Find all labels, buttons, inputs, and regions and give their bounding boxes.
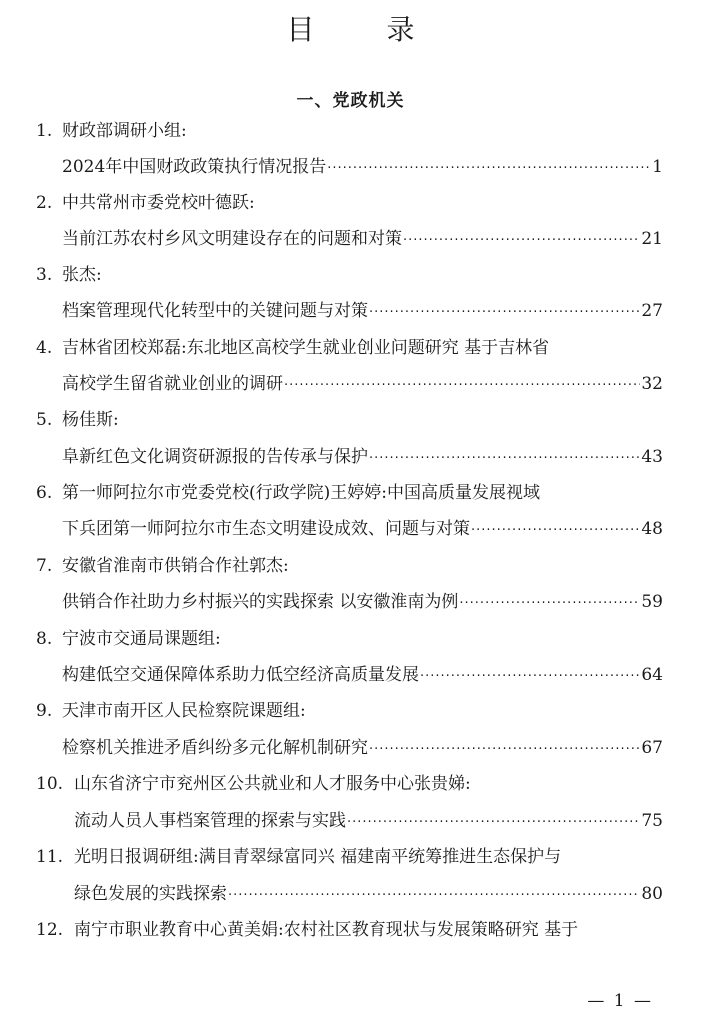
entry-number: 6. [36, 483, 53, 503]
toc-entry-title[interactable] [62, 587, 663, 617]
toc-entry-title[interactable] [62, 660, 663, 690]
entry-page-number: 59 [641, 592, 663, 612]
toc-entry-author [36, 624, 663, 654]
toc-entry-author [36, 915, 663, 945]
entry-number: 8. [36, 629, 53, 649]
dot-leader [420, 662, 640, 692]
dot-leader [459, 589, 640, 619]
entry-author: 山东省济宁市兖州区公共就业和人才服务中心张贵娣: [74, 774, 471, 794]
entry-author: 宁波市交通局课题组: [62, 629, 221, 649]
entry-title: 检察机关推进矛盾纠纷多元化解机制研究 [62, 738, 368, 758]
toc-entry-author [36, 551, 663, 581]
entry-number: 5. [36, 410, 53, 430]
entry-number: 4. [36, 338, 53, 358]
entry-number: 11. [36, 847, 64, 867]
entry-title: 供销合作社助力乡村振兴的实践探索 以安徽淮南为例 [62, 592, 459, 612]
entry-author: 张杰: [62, 265, 102, 285]
entry-title: 阜新红色文化调资研源报的告传承与保护 [62, 447, 368, 467]
page-title: 目 录 [286, 13, 437, 46]
entry-page-number: 1 [652, 157, 663, 177]
entry-number: 3. [36, 265, 53, 285]
toc-entry-title[interactable] [62, 296, 663, 326]
toc-entry-author [36, 116, 663, 146]
dot-leader [347, 808, 640, 838]
entry-number: 1. [36, 121, 53, 141]
entry-title: 2024年中国财政政策执行情况报告 [62, 157, 327, 177]
entry-author: 第一师阿拉尔市党委党校(行政学院)王婷婷:中国高质量发展视域 [62, 483, 540, 503]
toc-entry-author [36, 696, 663, 726]
entry-page-number: 75 [641, 811, 663, 831]
toc-entry-title[interactable] [62, 152, 663, 182]
entry-title: 当前江苏农村乡风文明建设存在的问题和对策 [62, 229, 402, 249]
entry-author: 吉林省团校郑磊:东北地区高校学生就业创业问题研究 基于吉林省 [62, 338, 550, 358]
entry-author: 杨佳斯: [62, 410, 119, 430]
entry-page-number: 27 [641, 301, 663, 321]
toc-entry-title[interactable] [62, 733, 663, 763]
toc-entry-title[interactable] [62, 369, 663, 399]
entry-number: 2. [36, 193, 53, 213]
toc-entry-title[interactable] [62, 442, 663, 472]
entry-number: 10. [36, 774, 64, 794]
entry-page-number: 64 [641, 665, 663, 685]
toc-entry-author [36, 405, 663, 435]
entry-number: 7. [36, 556, 53, 576]
entry-page-number: 48 [641, 519, 663, 539]
dot-leader [471, 516, 640, 546]
dot-leader [369, 298, 640, 328]
toc-entry-title[interactable] [62, 514, 663, 544]
page-footer-number: — 1 — [587, 991, 653, 1011]
dot-leader [403, 226, 640, 256]
entry-title: 绿色发展的实践探索 [74, 884, 227, 904]
entry-author: 安徽省淮南市供销合作社郭杰: [62, 556, 289, 576]
toc-entry-title[interactable] [74, 879, 663, 909]
entry-number: 9. [36, 701, 53, 721]
entry-title: 下兵团第一师阿拉尔市生态文明建设成效、问题与对策 [62, 519, 470, 539]
entry-page-number: 43 [641, 447, 663, 467]
toc-entry-author [36, 188, 663, 218]
entry-author: 中共常州市委党校叶德跃: [62, 193, 255, 213]
entry-title: 高校学生留省就业创业的调研 [62, 374, 283, 394]
entry-title: 流动人员人事档案管理的探索与实践 [74, 811, 346, 831]
entry-author: 南宁市职业教育中心黄美娟:农村社区教育现状与发展策略研究 基于 [74, 920, 579, 940]
dot-leader [369, 735, 640, 765]
entry-title: 构建低空交通保障体系助力低空经济高质量发展 [62, 665, 419, 685]
toc-entry-title[interactable] [62, 224, 663, 254]
entry-author: 财政部调研小组: [62, 121, 187, 141]
entry-title: 档案管理现代化转型中的关键问题与对策 [62, 301, 368, 321]
toc-entry-author [36, 842, 663, 872]
toc-entry-title[interactable] [74, 806, 663, 836]
entry-page-number: 32 [641, 374, 663, 394]
dot-leader [369, 444, 640, 474]
toc-entry-author [36, 769, 663, 799]
toc-entry-author [36, 260, 663, 290]
dot-leader [327, 154, 651, 184]
entry-page-number: 80 [641, 884, 663, 904]
entry-number: 12. [36, 920, 64, 940]
toc-entry-author [36, 478, 663, 508]
entry-author: 天津市南开区人民检察院课题组: [62, 701, 306, 721]
entry-author: 光明日报调研组:满目青翠绿富同兴 福建南平统筹推进生态保护与 [74, 847, 562, 867]
entry-page-number: 21 [641, 229, 663, 249]
toc-entry-author [36, 333, 663, 363]
dot-leader [228, 881, 640, 911]
dot-leader [284, 371, 640, 401]
section-heading: 一、党政机关 [296, 91, 405, 111]
entry-page-number: 67 [641, 738, 663, 758]
